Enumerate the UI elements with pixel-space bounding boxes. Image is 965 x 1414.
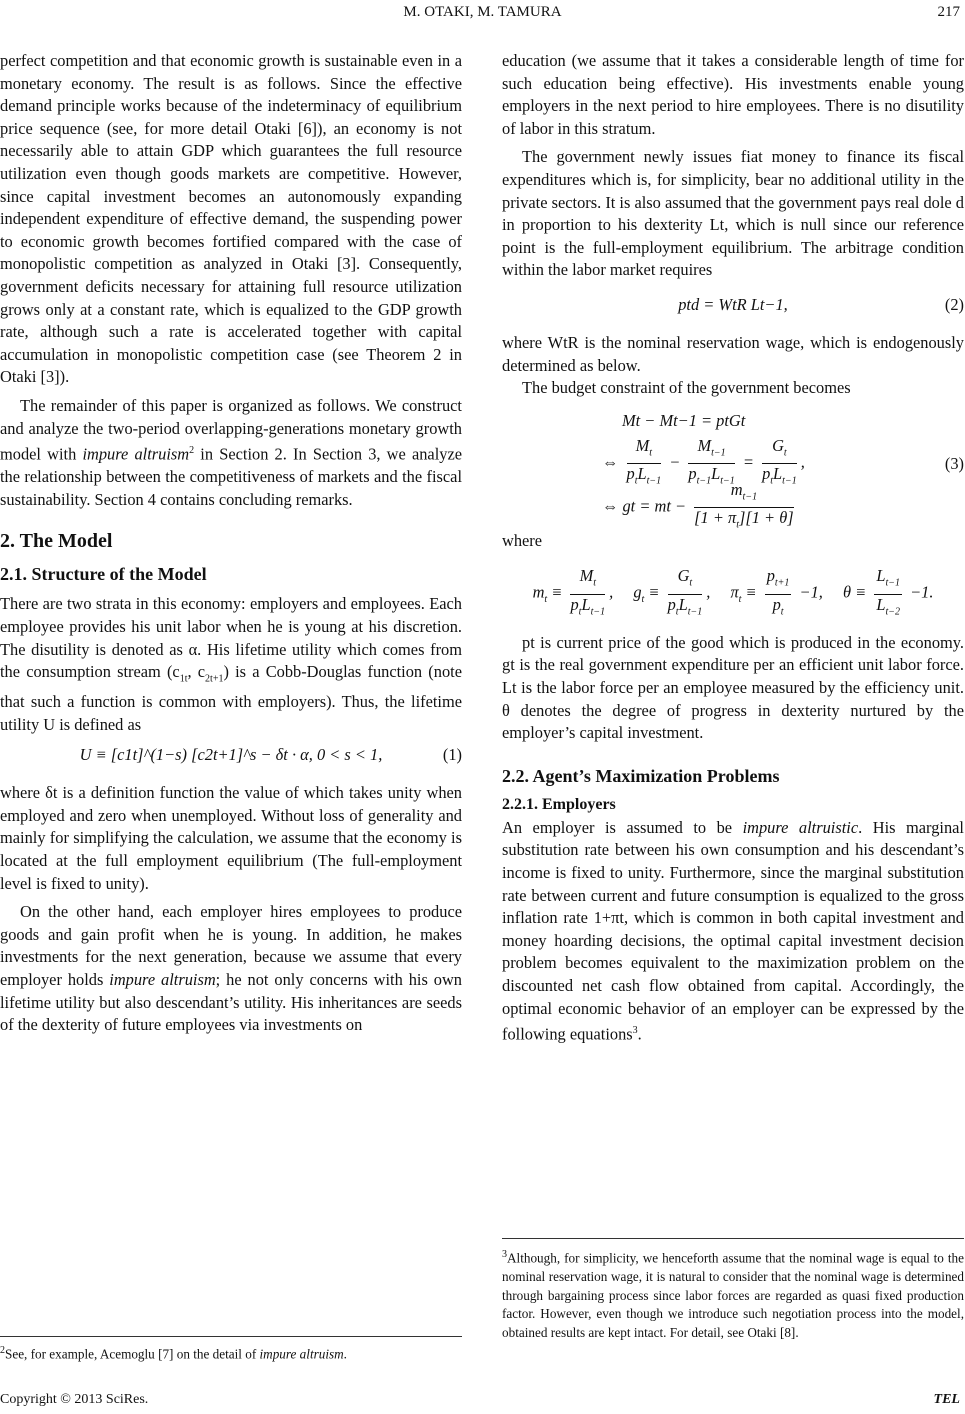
footnote-separator	[502, 1238, 964, 1239]
paragraph: The remainder of this paper is organized as follows. We construct and analyze the two-period overlapping-generations monetary growth model with impure altruism$^2$ in Section 2. In Section 3, we analyze the relationship between the competitiveness of markets and the fiscal sustainability. Section 4 contains concluding remarks.	[0, 395, 462, 509]
paragraph: where WtR is the nominal reservation wage, which is endogenously determined as below.	[502, 332, 964, 375]
equation-number: (3)	[944, 453, 964, 473]
journal-name: TEL	[933, 1392, 960, 1407]
footnote-3: $^3$Although, for simplicity, we henceforth assume that the nominal wage is equal to the nominal reservation wage, it is natural to consider that the nominal wage is determined through bargaining process since labor forces are regarded as quasi fixed production factor. However, even though we introduce such negotiation process into the model, obtained results are kept intact. For detail, see Otaki [8].	[502, 1249, 964, 1340]
page-header	[0, 4, 965, 28]
footnote-separator	[0, 1336, 462, 1337]
equation-number: (2)	[944, 294, 964, 314]
left-column	[0, 50, 462, 1037]
paragraph: There are two strata in this economy: employers and employees. Each employee provides his unit labor when he is young at his discretion. The disutility is denoted as α. His lifetime utility which comes from the consumption stream ($c_{1t}$, $c_{2t+1}$) is a Cobb-Douglas function (note that such a function is common with employers). Thus, the lifetime utility U is defined as	[0, 594, 462, 734]
where-label: where	[502, 530, 543, 550]
running-authors: M. OTAKI, M. TAMURA	[403, 4, 562, 20]
right-column	[502, 50, 964, 1046]
paragraph: pt is current price of the good which is produced in the economy. gt is the real government expenditure per an efficient unit labor force. Lt is the labor force per an employee measured by the efficiency unit. θ denotes the degree of progress in dexterity nurtured by the employer’s capital investment.	[502, 632, 964, 743]
footnote-2: $^2$See, for example, Acemoglu [7] on the detail of impure altruism.	[0, 1345, 347, 1362]
equation-number: (1)	[442, 745, 462, 765]
paragraph: An employer is assumed to be impure altruistic. His marginal substitution rate between his own consumption and his descendant’s income is fixed to unity. Furthermore, since the marginal substitution rate between current and future consumption is equalized to the gross inflation rate 1+πt, which is common in both capital investment and money hoarding decisions, the optimal capital investment decision problem becomes equivalent to the maximization problem on the discounted net cash flow obtained from capital. Accordingly, the optimal economic behavior of an employer can be expressed by the following equations$^3$.	[502, 817, 964, 1044]
equation-3: Mt − Mt−1 = ptGt ⇔ $\frac{M_t}{p_tL_{t-1}}$ − $\frac{M_{t-1}}{p_{t-1}L_{t-1}}$ = $\frac{G_t}{p_tL_{t-1}}$ , ⇔ gt = mt − $\frac{m_{t-1}}{[1 + \pi_t][1 + \theta]}$ (3)	[602, 410, 964, 531]
subsection-heading: 2.2. Agent’s Maximization Problems	[502, 765, 780, 786]
equation-1: U ≡ [c1t]^(1−s) [c2t+1]^s − δt · α, 0 < s < 1, (1)	[0, 744, 462, 774]
paragraph: The government newly issues fiat money to finance its fiscal expenditures which is, for simplicity, bear no additional utility in the private sectors. It is also assumed that the government pays real dole d in proportion to his dexterity Lt, which is null since our reference point is the full-employment equilibrium. The arbitrage condition within the labor market requires	[502, 147, 964, 280]
paragraph: education (we assume that it takes a considerable length of time for such education being effective). His investments enable young employers in the next period to hire employees. There is no disutility of labor in this stratum.	[502, 51, 964, 138]
paragraph: On the other hand, each employer hires employees to produce goods and gain profit when he is young. In addition, he makes investments for the next generation, because we assume that every employer holds impure altruism; he not only concerns with his own lifetime utility but also descendant’s utility. His inheritances are seeds of the dexterity of future employees via investments on	[0, 902, 462, 1035]
copyright: Copyright © 2013 SciRes.	[0, 1392, 149, 1407]
page-number: 217	[937, 4, 960, 20]
definitions: $m_t$ ≡ $\frac{M_t}{p_tL_{t-1}}$ , $g_t$ ≡ $\frac{G_t}{p_tL_{t-1}}$ , $\pi_t$ ≡ $\frac{p_{t+1}}{p_t}$ −1, θ ≡ $\frac{L_{t-1}}{L_{t-2}}$ −1.	[532, 566, 934, 617]
subsection-heading: 2.1. Structure of the Model	[0, 564, 207, 585]
paragraph: The budget constraint of the government becomes	[522, 378, 851, 398]
equation-2: ptd = WtR Lt−1, (2)	[502, 294, 964, 324]
section-heading: 2. The Model	[0, 530, 113, 553]
paragraph: perfect competition and that economic growth is sustainable even in a monetary economy. The result is as follows. Since the effective demand principle works because of the indeterminacy of equilibrium price sequence (see, for more detail Otaki [6]), an economy is not necessarily able to attain GDP which guarantees the full resource utilization even though goods markets are competitive. However, since capital investment becomes an autonomously expanding independent expenditure of effective demand, the suspending power to economic growth becomes fortified compared with the case of monopolistic competition as analyzed in Otaki [3]. Consequently, government deficits necessary for attaining full resource utilization grows only at a constant rate, which is equalized to the GDP growth rate, although such a rate is accelerated together with capital accumulation in monopolistic competition case (see Theorem 2 in Otaki [3]).	[0, 51, 462, 387]
subsubsection-heading: 2.2.1. Employers	[502, 795, 616, 813]
paragraph: where δt is a definition function the value of which takes unity when employed and zero when unemployed. Without loss of generality and mainly for simplifying the calculation, we assume that the economy is located at the full employment equilibrium (The full-employment level is fixed to unity).	[0, 783, 462, 893]
